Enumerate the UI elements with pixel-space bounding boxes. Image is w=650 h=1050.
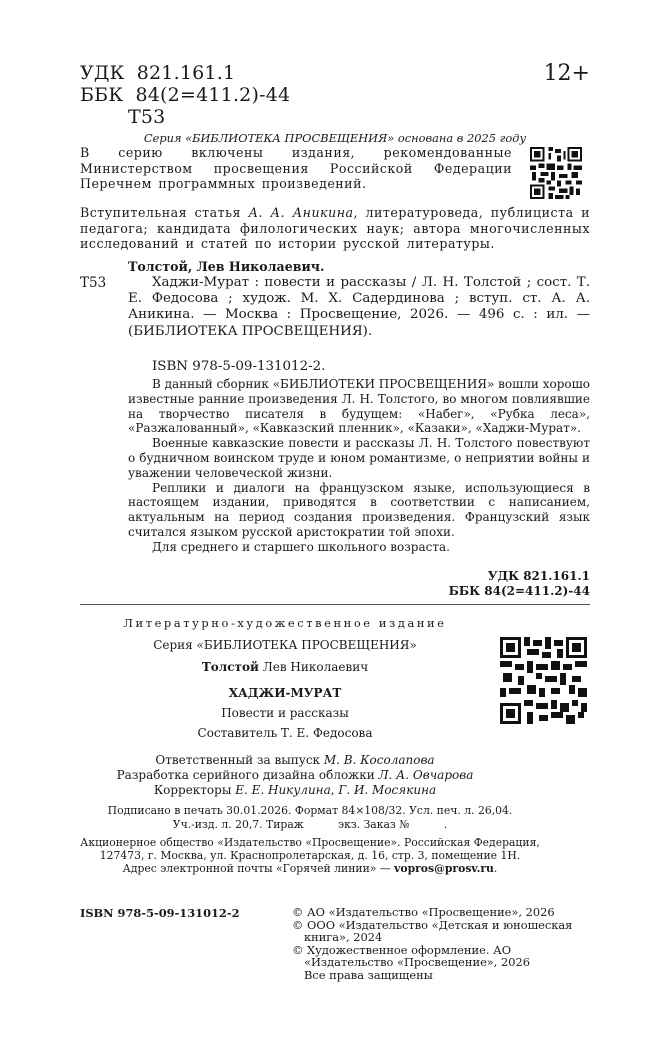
imprint-author-rest: Лев Николаевич <box>258 660 369 674</box>
print-info-line1: Подписано в печать 30.01.2026. Формат 84×108/32. Усл. печ. л. 26,04. <box>107 804 513 817</box>
series-note: Серия «БИБЛИОТЕКА ПРОСВЕЩЕНИЯ» основана в 2025 году <box>143 131 527 145</box>
bib-description: Хаджи-Мурат : повести и рассказы / Л. Н. Толстой ; сост. Т. Е. Федосова ; худож. М. Х. Садердинова ; вступ. ст. А. А. Аникина. — Москва : Просвещение, 2026. — 496 с. : ил. — (БИБЛИОТЕКА ПРОСВЕЩЕНИЯ). <box>128 275 590 339</box>
intro-suffix: , литературоведа, публициста и педагога; кандидата филологических наук; автора многочисленных исследований и статей по истории русской литературы. <box>80 205 591 252</box>
copyright-line: © АО «Издательство «Просвещение», 2026 <box>292 905 555 919</box>
bbk-value: 84(2=411.2)-44 <box>135 84 291 106</box>
annotation-paragraph: Для среднего и старшего школьного возраста. <box>152 539 450 554</box>
credit-line <box>80 768 510 783</box>
udk-line <box>80 62 235 84</box>
rights-reserved: Все права защищены <box>304 967 433 982</box>
copyright-line: © Художественное оформление. АО «Издательство «Просвещение», 2026 <box>292 942 531 970</box>
credit-names: Е. Е. Никулина <box>235 783 331 797</box>
credit-role: Ответственный за выпуск <box>155 753 324 767</box>
annotation-paragraph: Реплики и диалоги на французском языке, использующиеся в настоящем издании, приводятся в соответствии с написанием, актуальным на период создания произведения. Французский язык считался языком русской аристократии той эпохи. <box>128 480 590 539</box>
copyright-block <box>292 906 592 982</box>
udk-value: 821.161.1 <box>136 62 236 84</box>
udk-label: УДК <box>80 62 125 84</box>
credit-line <box>80 753 510 768</box>
author-sign: Т53 <box>128 106 166 128</box>
intro-author: А. А. Аникина <box>248 205 354 220</box>
credit-separator: , <box>330 783 339 797</box>
annotation-paragraph: Военные кавказские повести и рассказы Л. Н. Толстого повествуют о будничном воинском труде и юном романтизме, о неприятии войны и уважении человеческой жизни. <box>128 436 590 480</box>
imprint-author-surname: Толстой <box>201 660 259 674</box>
edition-type: Литературно-художественное издание <box>123 616 447 630</box>
imprint-subtitle: Повести и рассказы <box>221 706 349 720</box>
annotation-paragraph: В данный сборник «БИБЛИОТЕКИ ПРОСВЕЩЕНИЯ» вошли хорошо известные ранние произведения Л. Н. Толстого, во многом повлиявшие на творчество писателя в будущем: «Набег», «Рубка леса», «Разжалованный», «Кавказский пленник», «Казаки», «Хаджи-Мурат». <box>128 377 591 436</box>
email-suffix: . <box>493 862 498 875</box>
imprint-compiler: Составитель Т. Е. Федосова <box>197 726 373 740</box>
credit-names: Г. И. Мосякина <box>338 783 437 797</box>
publisher-line1: Акционерное общество «Издательство «Просвещение». Российская Федерация, <box>80 836 540 849</box>
credit-role: Разработка серийного дизайна обложки <box>116 768 379 782</box>
qr-code-icon <box>530 147 582 199</box>
email-prefix: Адрес электронной почты «Горячей линии» — <box>122 862 395 875</box>
qr-code-icon <box>500 637 587 724</box>
bib-annotation <box>128 377 590 555</box>
credit-names: Л. А. Овчарова <box>378 768 474 782</box>
section-divider <box>80 604 590 605</box>
bib-author-heading: Толстой, Лев Николаевич. <box>128 259 325 274</box>
publisher-line2: 127473, г. Москва, ул. Краснопролетарская, д. 16, стр. 3, помещение 1Н. <box>99 849 521 862</box>
bib-udk: УДК 821.161.1 <box>487 569 590 583</box>
publisher-email-line <box>70 862 550 875</box>
bib-sign: Т53 <box>80 275 107 291</box>
copyright-line: © ООО «Издательство «Детская и юношеская книга», 2024 <box>292 917 573 945</box>
intro-prefix: Вступительная статья <box>80 205 249 220</box>
print-info-line2: Уч.-изд. л. 20,7. Тираж экз. Заказ № . <box>172 818 448 831</box>
bib-bbk: ББК 84(2=411.2)-44 <box>448 584 590 598</box>
bib-isbn: ISBN 978-5-09-131012-2. <box>152 359 326 374</box>
bbk-line <box>80 84 290 106</box>
credit-role: Корректоры <box>153 783 236 797</box>
credit-line <box>80 783 510 798</box>
imprint-title: ХАДЖИ-МУРАТ <box>228 686 342 700</box>
intro-article-text <box>80 205 590 252</box>
footer-isbn: ISBN 978-5-09-131012-2 <box>80 906 240 920</box>
series-inclusion-text: В серию включены издания, рекомендованные Министерством просвещения Российской Федерации Перечнем программных произведений. <box>80 145 512 192</box>
imprint-series: Серия «БИБЛИОТЕКА ПРОСВЕЩЕНИЯ» <box>153 638 417 652</box>
hotline-email-link[interactable]: vopros@prosv.ru <box>394 862 494 875</box>
credit-names: М. В. Косолапова <box>323 753 435 767</box>
imprint-author <box>80 660 490 675</box>
bbk-label: ББК <box>80 84 124 106</box>
age-rating-badge: 12+ <box>543 61 590 86</box>
